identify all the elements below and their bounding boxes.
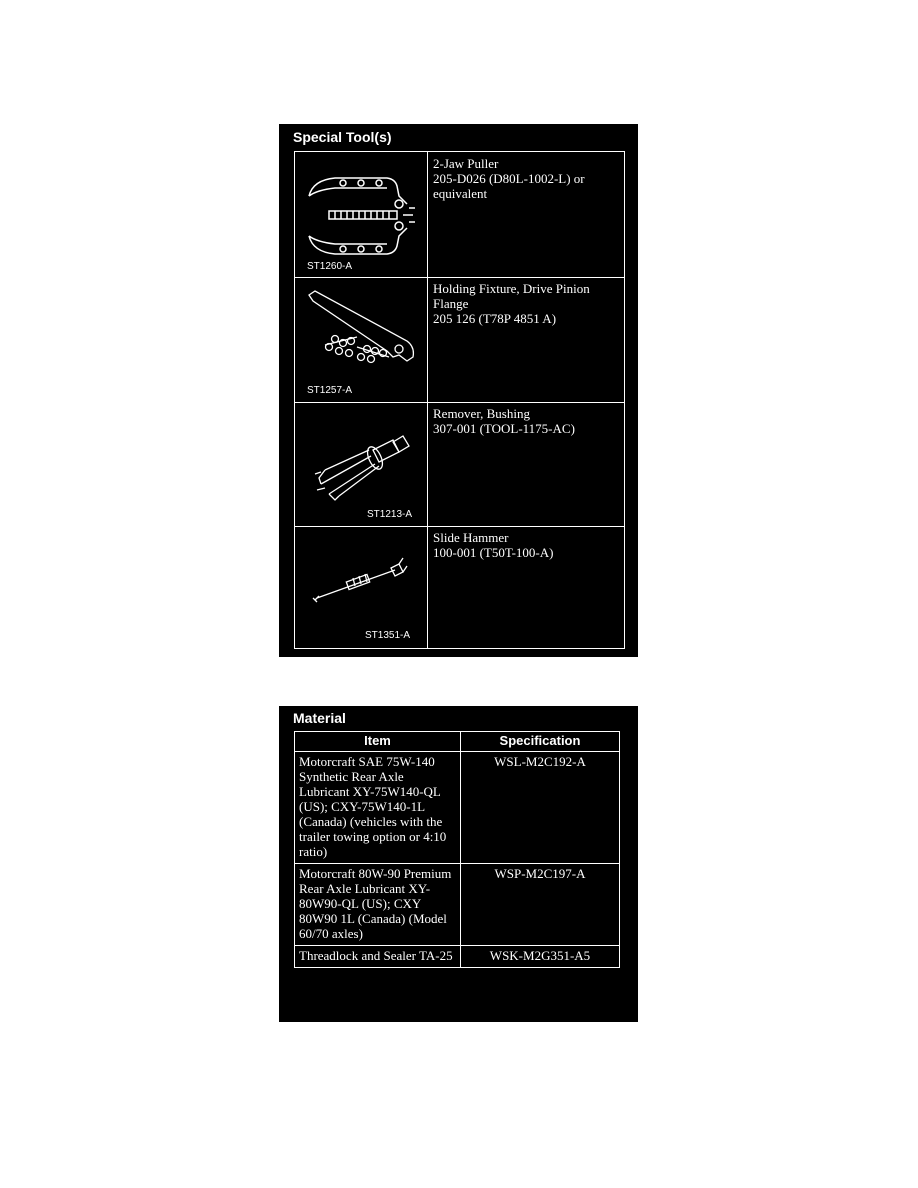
table-header-row bbox=[295, 732, 620, 752]
tool-row bbox=[295, 277, 624, 403]
tool-number: 307-001 (TOOL-1175-AC) bbox=[433, 421, 575, 436]
material-title: Material bbox=[293, 710, 346, 726]
tool-code: ST1351-A bbox=[365, 630, 411, 641]
item-cell: Motorcraft 80W-90 Premium Rear Axle Lubricant XY-80W90-QL (US); CXY 80W90 1L (Canada) (Model 60/70 axles) bbox=[295, 864, 461, 946]
tool-number: 205-D026 (D80L-1002-L) or equivalent bbox=[433, 171, 588, 201]
special-tools-panel bbox=[279, 124, 638, 657]
tool-description bbox=[433, 281, 621, 326]
material-panel bbox=[279, 706, 638, 1022]
jaw-puller-icon bbox=[295, 152, 427, 276]
tool-name: Holding Fixture, Drive Pinion Flange bbox=[433, 281, 593, 311]
specification-cell: WSL-M2C192-A bbox=[461, 752, 620, 864]
holding-fixture-icon bbox=[295, 277, 427, 401]
item-column-header: Item bbox=[295, 732, 461, 752]
bushing-remover-icon bbox=[295, 402, 427, 525]
specification-cell: WSP-M2C197-A bbox=[461, 864, 620, 946]
specification-cell: WSK-M2G351-A5 bbox=[461, 946, 620, 968]
tool-number: 100-001 (T50T-100-A) bbox=[433, 545, 554, 560]
table-row bbox=[295, 752, 620, 864]
table-row bbox=[295, 946, 620, 968]
specification-column-header: Specification bbox=[461, 732, 620, 752]
tool-image-cell bbox=[295, 526, 428, 648]
tool-row bbox=[295, 152, 624, 278]
tool-code: ST1260-A bbox=[307, 261, 353, 272]
tool-name: Remover, Bushing bbox=[433, 406, 530, 421]
tool-number: 205 126 (T78P 4851 A) bbox=[433, 311, 557, 326]
tool-image-cell bbox=[295, 277, 428, 402]
tool-description bbox=[433, 156, 621, 201]
tool-description bbox=[433, 406, 621, 436]
special-tools-title: Special Tool(s) bbox=[293, 129, 392, 145]
tool-code: ST1213-A bbox=[367, 509, 413, 520]
table-row bbox=[295, 864, 620, 946]
tool-name: 2-Jaw Puller bbox=[433, 156, 499, 171]
item-cell: Motorcraft SAE 75W-140 Synthetic Rear Axle Lubricant XY-75W140-QL (US); CXY-75W140-1L (Canada) (vehicles with the trailer towing option or 4:10 ratio) bbox=[295, 752, 461, 864]
special-tools-table bbox=[294, 151, 625, 649]
tool-name: Slide Hammer bbox=[433, 530, 509, 545]
tool-code: ST1257-A bbox=[307, 385, 353, 396]
tool-image-cell bbox=[295, 152, 428, 277]
material-table bbox=[294, 731, 620, 968]
tool-row bbox=[295, 526, 624, 648]
tool-row bbox=[295, 402, 624, 527]
tool-image-cell bbox=[295, 402, 428, 526]
item-cell: Threadlock and Sealer TA-25 bbox=[295, 946, 461, 968]
tool-description bbox=[433, 530, 621, 560]
